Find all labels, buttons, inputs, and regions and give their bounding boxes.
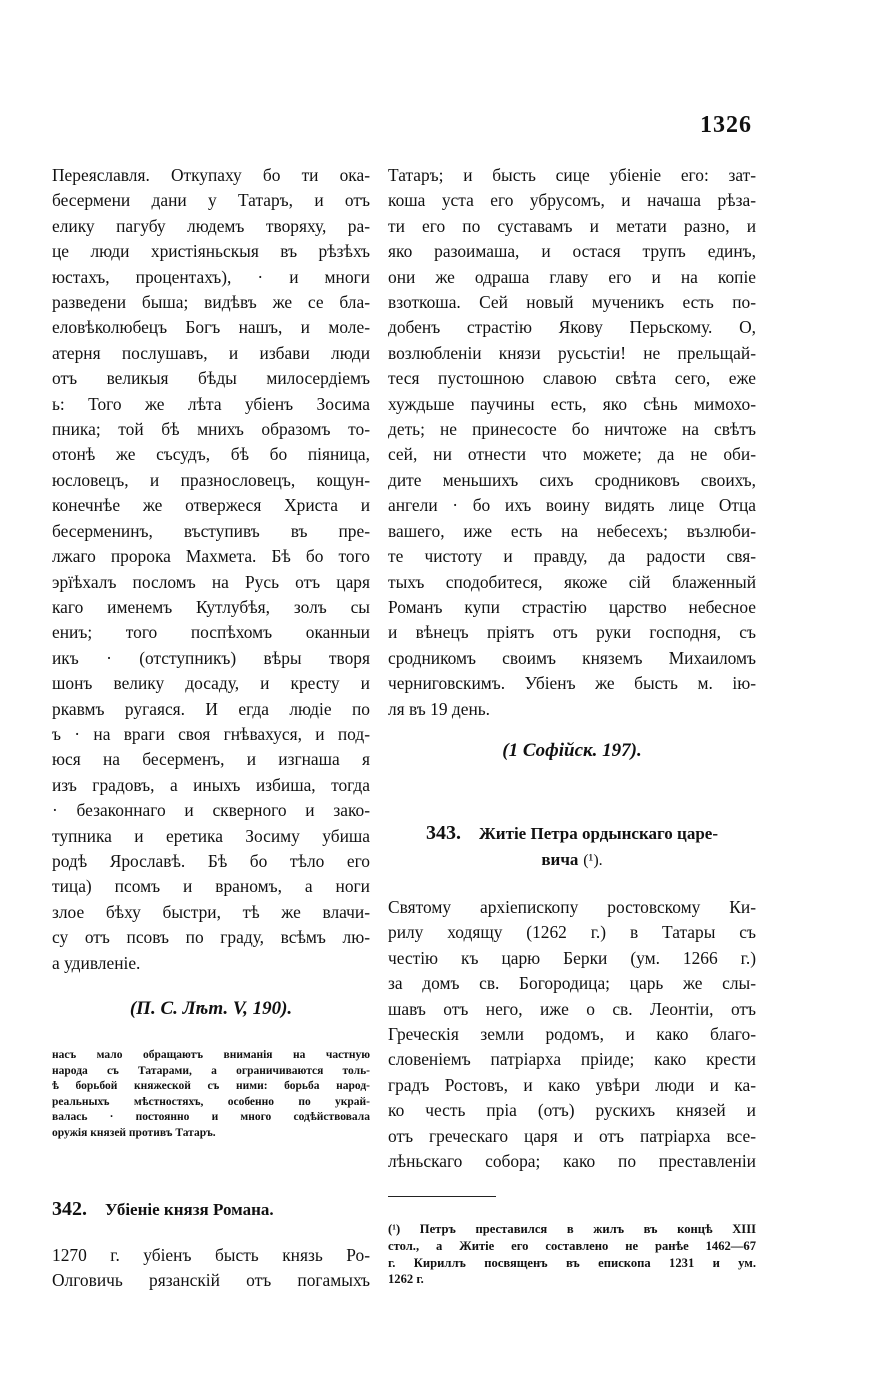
text-line: Романъ купи страстію царство небесное — [388, 596, 756, 617]
text-line: теся пустошною славою свѣта сего, еже — [388, 368, 756, 389]
text-line: Олговичь рязанскій отъ погамыхъ — [52, 1269, 370, 1290]
section-number: 343. — [426, 821, 461, 844]
text-line: дите меньшихъ сихъ сродниковъ своихъ, — [388, 469, 756, 490]
text-line: отъ великыя бѣды милосердіемъ — [52, 368, 370, 389]
right-text-block — [388, 163, 756, 722]
text-line: юся на бесерменъ, и изгнаша я — [52, 749, 370, 770]
section-342-body — [52, 1243, 370, 1294]
text-line: лѣньскаго собора; како по преставленіи — [388, 1151, 756, 1171]
section-343-body — [388, 895, 756, 1174]
note-line: реальныхъ мѣстностяхъ, особенно по украй- — [52, 1095, 370, 1108]
page-number: 1326 — [700, 112, 752, 138]
text-line: Святому архіепископу ростовскому Ки- — [388, 896, 756, 917]
section-heading-line — [388, 849, 756, 871]
text-line: возлюбленіи князи русьстіи! не прельщай- — [388, 342, 756, 363]
text-line: коша уста его убрусомъ, и начаша рѣза- — [388, 190, 756, 211]
section-title-cont: вича — [541, 849, 579, 869]
section-title: Убіеніе князя Романа. — [105, 1199, 274, 1219]
text-line: · безаконнаго и скверного и зако- — [52, 800, 370, 821]
section-heading-line — [388, 822, 756, 845]
text-line: ти его по суставамъ и метати разно, и — [388, 215, 756, 236]
text-line: су отъ псовъ по граду, всѣмъ лю- — [52, 927, 370, 948]
footnote-line: 1262 г. — [388, 1272, 424, 1287]
text-line: злое бѣху быстри, тѣ же влачи- — [52, 901, 370, 922]
text-line: ко честь пріа (отъ) рускихъ князей и — [388, 1100, 756, 1121]
text-line: юстахъ, процентахъ), · и многи — [52, 266, 370, 287]
editorial-note — [52, 1048, 370, 1142]
note-line: валась · постоянно и много содѣйствовала — [52, 1111, 370, 1124]
text-line: отонѣ же съсудъ, бѣ бо піяница, — [52, 444, 370, 465]
text-line: сродникомъ своимъ княземъ Михаиломъ — [388, 647, 756, 668]
section-number: 342. — [52, 1197, 87, 1220]
text-line: тица) псомъ и враномъ, а ноги — [52, 876, 370, 897]
footnote-line: г. Кириллъ посвященъ въ епископа 1231 и ум. — [388, 1255, 756, 1270]
text-line: и вѣнецъ пріятъ отъ руки господня, съ — [388, 622, 756, 643]
footnote-line: (¹) Петръ преставился в жилъ въ концѣ XIII — [388, 1222, 756, 1237]
text-line: Переяславля. Откупаху бо ти ока- — [52, 165, 370, 185]
text-line: честію къ царю Берки (ум. 1266 г.) — [388, 947, 756, 968]
note-line: насъ мало обращаютъ вниманія на частную — [52, 1049, 370, 1061]
text-line: Греческія земли родомъ, и како благо- — [388, 1023, 756, 1044]
text-line: ля въ 19 день. — [388, 698, 491, 719]
text-line: шавъ отъ него, иже о св. Леонтіи, отъ — [388, 998, 756, 1019]
text-line: а удивленіе. — [52, 952, 141, 973]
text-line: юсловецъ, и празнословецъ, кощун- — [52, 469, 370, 490]
text-line: це люди христіяньскыя въ рѣзѣхъ — [52, 241, 370, 262]
text-line: ениъ; того поспѣхомъ оканныи — [52, 622, 370, 643]
text-line: лжаго пророка Махмета. Бѣ бо того — [52, 546, 370, 567]
text-line: взоткоша. Сей новый мученикъ есть по- — [388, 292, 756, 313]
text-line: каго именемъ Кутлубѣя, золъ сы — [52, 596, 370, 617]
text-line: елику пагубу людемъ творяху, ра- — [52, 215, 370, 236]
text-line: деть; не принесосте бо ничтоже на свѣтъ — [388, 419, 756, 440]
text-line: отъ греческаго царя и отъ патріарха все- — [388, 1125, 756, 1146]
text-line: пника; той бѣ мнихъ образомъ то- — [52, 419, 370, 440]
text-line: за домъ св. Богородица; царь же слы- — [388, 973, 756, 994]
text-line: ъ · на враги своя гнѣвахуся, и под- — [52, 723, 370, 744]
left-text-block — [52, 163, 370, 976]
text-line: ангели · бо ихъ воину видять лице Отца — [388, 495, 756, 516]
text-line: яко разоимаша, и остася трупъ единъ, — [388, 241, 756, 262]
text-line: тупника и еретика Зосиму убиша — [52, 825, 370, 846]
text-line: еловѣколюбецъ Богъ нашъ, и моле- — [52, 317, 370, 338]
text-line: родѣ Ярославѣ. Бѣ бо тѣло его — [52, 850, 370, 871]
text-line: изъ градовъ, а иныхъ избиша, тогда — [52, 774, 370, 795]
text-line: ркавмъ ругаяся. И егда людіе по — [52, 698, 370, 719]
text-line: вашего, иже есть на небесехъ; възлюби- — [388, 520, 756, 541]
footnote-divider — [388, 1196, 496, 1197]
text-line: тыхъ сподобитеся, якоже сій блаженный — [388, 571, 756, 592]
footnote-line: стол., а Житіе его составлено не ранѣе 1462—67 — [388, 1239, 756, 1253]
source-citation: (П. С. Лѣт. V, 190). — [129, 998, 293, 1019]
text-line: конечнѣе же отвержеся Христа и — [52, 495, 370, 516]
note-line: ѣ борьбой княжеской съ ними: борьба народ- — [52, 1080, 370, 1093]
text-line: добенъ страстію Якову Перьскому. О, — [388, 317, 756, 338]
text-line: атерня послушавъ, и избави люди — [52, 342, 370, 363]
text-line: те чистоту и правду, да радости свя- — [388, 546, 756, 567]
footnote-ref: (¹). — [583, 851, 603, 869]
text-line: бесерменинъ, въступивъ въ пре- — [52, 520, 370, 541]
text-line: Татаръ; и бысть сице убіеніе его: зат- — [388, 165, 756, 185]
section-heading-342 — [52, 1198, 370, 1221]
text-line: черниговскимъ. Убіенъ же бысть м. ію- — [388, 673, 756, 694]
text-line: сей, ни отнести что можете; да не оби- — [388, 444, 756, 465]
right-column — [388, 163, 756, 1288]
text-line: шонъ велику досаду, и кресту и — [52, 673, 370, 694]
section-heading-343 — [388, 822, 756, 871]
text-line: разведени быша; видѣвъ же се бла- — [52, 292, 370, 313]
section-title: Житіе Петра ордынскаго царе- — [479, 823, 718, 843]
text-line: эрїѣхалъ посломъ на Русь отъ царя — [52, 571, 370, 592]
note-line: народа съ Татарами, а ограничиваются толь- — [52, 1064, 370, 1077]
text-line: градъ Ростовъ, и како увѣри люди и ка- — [388, 1074, 756, 1095]
source-citation: (1 Софійск. 197). — [502, 739, 642, 761]
text-line: икъ · (отступникъ) вѣры творя — [52, 647, 370, 668]
note-line: оружія князей противъ Татаръ. — [52, 1126, 216, 1139]
text-line: хуждьше паучины есть, яко сѣнь мимохо- — [388, 393, 756, 414]
text-line: рилу ходящу (1262 г.) в Татары съ — [388, 922, 756, 943]
footnote — [388, 1221, 756, 1287]
text-line: они же одраша главу его и на копіе — [388, 266, 756, 287]
text-line: ь: Того же лѣта убіенъ Зосима — [52, 393, 370, 414]
text-line: словеніемъ патріарха пріиде; како крести — [388, 1049, 756, 1070]
text-line: 1270 г. убіенъ бысть князь Ро- — [52, 1244, 370, 1265]
left-column — [52, 163, 370, 1293]
text-line: бесермени дани у Татаръ, и отъ — [52, 190, 370, 211]
